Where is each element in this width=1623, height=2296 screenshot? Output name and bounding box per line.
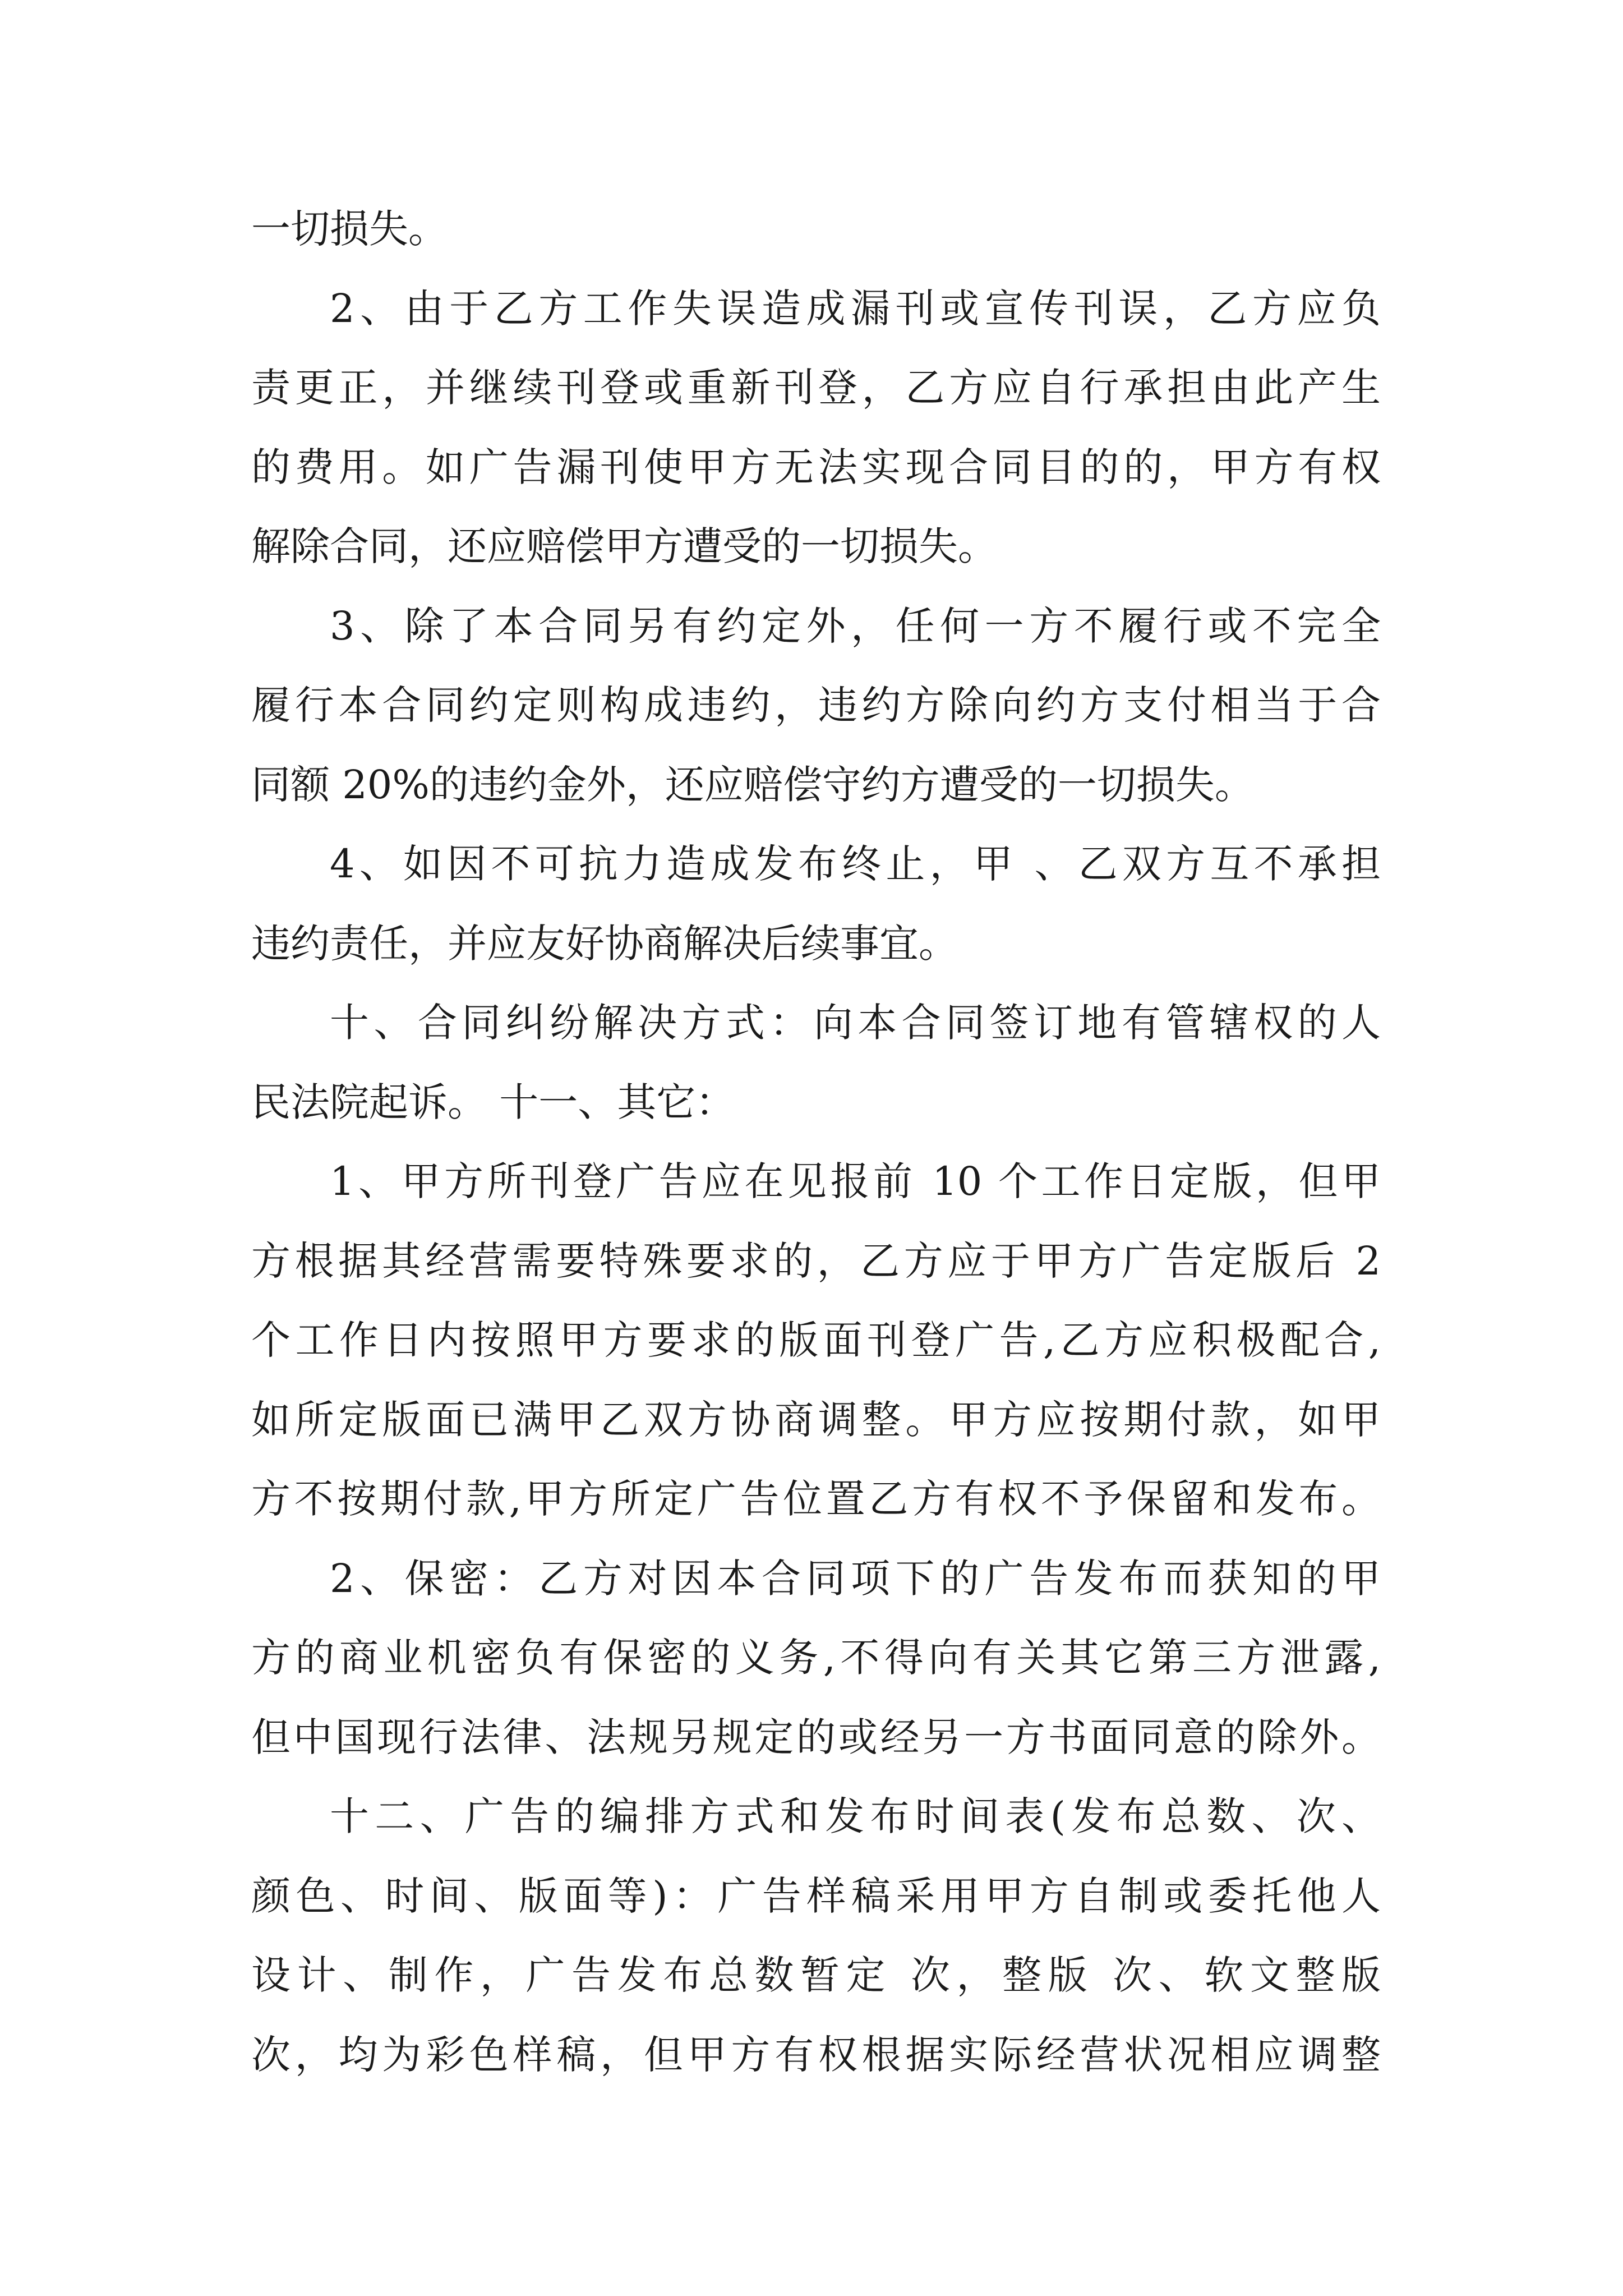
text-line: 但中国现行法律、法规另规定的或经另一方书面同意的除外。 xyxy=(251,1714,1381,1760)
text-line: 同额 20%的违约金外，还应赔偿守约方遭受的一切损失。 xyxy=(251,761,1254,808)
text-line: 十、合同纠纷解决方式：向本合同签订地有管辖权的人 xyxy=(330,1000,1381,1046)
text-line: 设计、制作，广告发布总数暂定 次，整版 次、软文整版 xyxy=(251,1952,1381,1998)
text-line: 如所定版面已满甲乙双方协商调整。甲方应按期付款，如甲 xyxy=(251,1396,1381,1443)
text-line: 个工作日内按照甲方要求的版面刊登广告,乙方应积极配合, xyxy=(251,1317,1381,1363)
text-line: 的费用。如广告漏刊使甲方无法实现合同目的的，甲方有权 xyxy=(251,444,1381,490)
text-line: 次，均为彩色样稿，但甲方有权根据实际经营状况相应调整 xyxy=(251,2031,1381,2078)
text-line: 方的商业机密负有保密的义务,不得向有关其它第三方泄露, xyxy=(251,1635,1381,1681)
text-line: 民法院起诉。 十一、其它： xyxy=(251,1079,735,1125)
text-line: 十二、广告的编排方式和发布时间表(发布总数、次、 xyxy=(330,1793,1381,1839)
text-line: 2、保密：乙方对因本合同项下的广告发布而获知的甲 xyxy=(330,1555,1381,1602)
text-line: 3、除了本合同另有约定外，任何一方不履行或不完全 xyxy=(330,602,1381,649)
text-line: 4、如因不可抗力造成发布终止，甲 、乙双方互不承担 xyxy=(330,841,1381,887)
text-line: 颜色、时间、版面等)：广告样稿采用甲方自制或委托他人 xyxy=(251,1872,1381,1919)
text-line: 解除合同，还应赔偿甲方遭受的一切损失。 xyxy=(251,523,997,569)
contract-text-body xyxy=(251,190,1381,2095)
text-line: 方不按期付款,甲方所定广告位置乙方有权不予保留和发布。 xyxy=(251,1476,1381,1522)
text-line: 1、甲方所刊登广告应在见报前 10 个工作日定版，但甲 xyxy=(330,1158,1381,1204)
text-line: 2、由于乙方工作失误造成漏刊或宣传刊误，乙方应负 xyxy=(330,285,1381,332)
text-line: 责更正，并继续刊登或重新刊登，乙方应自行承担由此产生 xyxy=(251,365,1381,411)
text-line: 一切损失。 xyxy=(251,206,448,252)
text-line: 违约责任，并应友好协商解决后续事宜。 xyxy=(251,920,958,967)
text-line: 履行本合同约定则构成违约，违约方除向约方支付相当于合 xyxy=(251,682,1381,728)
text-line: 方根据其经营需要特殊要求的，乙方应于甲方广告定版后 2 xyxy=(251,1237,1381,1284)
